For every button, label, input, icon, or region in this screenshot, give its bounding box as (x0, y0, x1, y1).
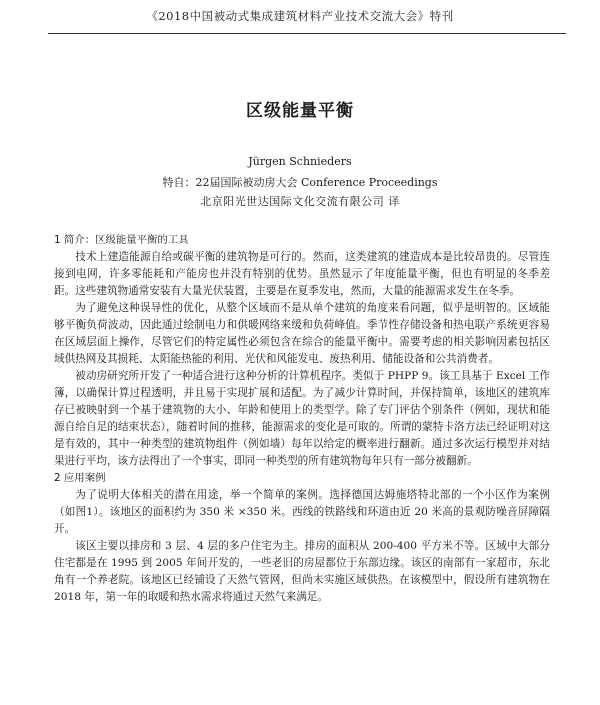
header-rule (48, 33, 566, 34)
paragraph: 为了说明大体相关的潜在用途，举一个简单的案例。选择德国达姆施塔特北部的一个小区作为案例（如图1）。该地区的面积约为 350 米 ×350 米。西线的铁路线和环道由近 20 米高的景观防噪音屏障隔开。 (54, 489, 550, 535)
article-author: Jürgen Schnieders (248, 155, 352, 168)
paragraph: 技术上建造能源自给或碳平衡的建筑物是可行的。然而，这类建筑的建造成本是比较昂贵的。尽管连接到电网，许多零能耗和产能房也并没有特别的优势。虽然显示了年度能量平衡，但也有明显的冬季差距。这些建筑物通常安装有大量光伏装置，主要是在夏季发电，然而，大量的能源需求发生在冬季。 (54, 251, 550, 297)
section-heading: 2 应用案例 (54, 472, 106, 484)
article-title: 区级能量平衡 (246, 101, 354, 121)
article-translator: 北京阳光世达国际文化交流有限公司 译 (200, 195, 400, 208)
running-header: 《2018中国被动式集成建筑材料产业技术交流大会》特刊 (146, 9, 454, 23)
section-heading: 1 简介：区级能量平衡的工具 (54, 234, 189, 246)
article-source: 特自：22届国际被动房大会 Conference Proceedings (162, 176, 438, 189)
paragraph: 被动房研究所开发了一种适合进行这种分析的计算机程序。类似于 PHPP 9。该工具基于 Excel 工作簿，以确保计算过程透明，并且易于实现扩展和适配。为了减少计算时间，并保持简单，该地区的建筑库存已被映射到一个基于建筑物的大小、年龄和使用上的类型学。除了专门评估个别条件（例如，现状和能源自给自足的结束状态），随着时间的推移，能源需求的变化是可取的。所谓的蒙特卡洛方法已经证明对这是有效的，其中一种类型的建筑物组件（例如墙）每年以给定的概率进行翻新。通过多次运行模型并对结果进行平均，该方法得出了一个事实，即同一种类型的所有建筑物每年只有一部分被翻新。 (54, 370, 550, 467)
paragraph: 该区主要以排房和 3 层、4 层的多户住宅为主。排房的面积从 200-400 平方米不等。区域中大部分住宅都是在 1995 到 2005 年间开发的，一些老旧的房屋都位于东部边缘。该区的南部有一家超市，东北角有一个养老院。该地区已经铺设了天然气管网，但尚未实施区域供热。在该模型中，假设所有建筑物在 2018 年，第一年的取暖和热水需求将通过天然气来满足。 (54, 540, 550, 603)
paragraph: 为了避免这种误导性的优化，从整个区域而不是从单个建筑的角度来看问题，似乎是明智的。区域能够平衡负荷波动，因此通过绘制电力和供暖网络来缓和负荷峰值。季节性存储设备和热电联产系统更容易在区域层面上操作，尽管它们的特定属性必须包含在综合的能量平衡中。需要考虑的相关影响因素包括区域供热网及其损耗、太阳能热能的利用、光伏和风能发电、废热利用、储能设备和公共消费者。 (54, 302, 550, 365)
article-body (54, 232, 550, 606)
